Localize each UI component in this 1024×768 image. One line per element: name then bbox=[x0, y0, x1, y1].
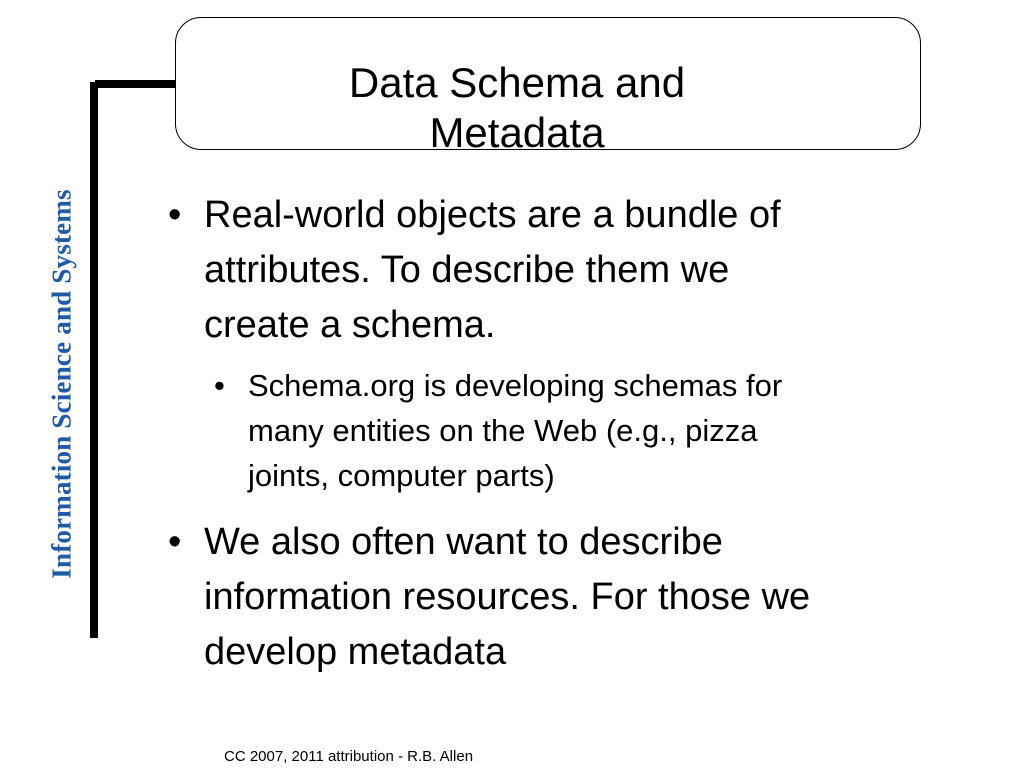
bullet-marker: • bbox=[168, 194, 182, 236]
bullet-text bbox=[204, 188, 944, 353]
title-line: Metadata bbox=[429, 109, 605, 156]
title-line: Data Schema and bbox=[348, 59, 686, 106]
side-title: Information Science and Systems bbox=[46, 189, 77, 579]
bullet-line: information resources. For those we bbox=[204, 576, 811, 618]
bullet-marker: • bbox=[214, 368, 225, 403]
bullet-text bbox=[204, 515, 944, 680]
bullet-line: We also often want to describe bbox=[204, 521, 723, 563]
bullet-text bbox=[248, 363, 948, 498]
bullet-line: joints, computer parts) bbox=[248, 458, 555, 493]
bullet-line: attributes. To describe them we bbox=[204, 249, 730, 291]
bullet-line: many entities on the Web (e.g., pizza bbox=[248, 413, 758, 448]
footer-attribution: CC 2007, 2011 attribution - R.B. Allen bbox=[224, 748, 474, 765]
bullet-marker: • bbox=[168, 521, 182, 563]
bullet-line: develop metadata bbox=[204, 631, 507, 673]
bullet-line: create a schema. bbox=[204, 304, 496, 346]
bullet-line: Real-world objects are a bundle of bbox=[204, 194, 781, 236]
bullet-line: Schema.org is developing schemas for bbox=[248, 368, 783, 403]
